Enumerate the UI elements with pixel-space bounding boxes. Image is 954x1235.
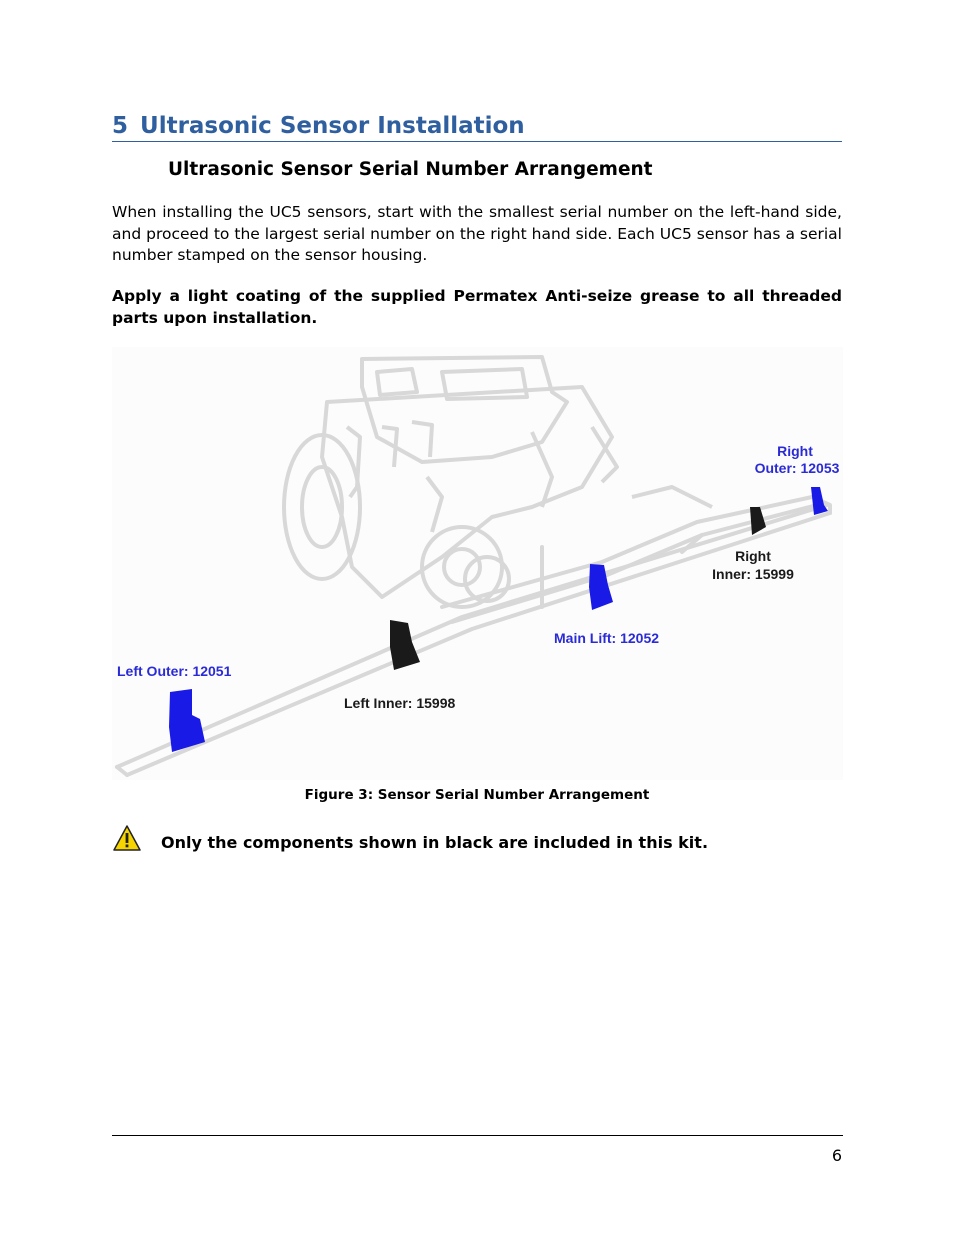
figure-caption: Figure 3: Sensor Serial Number Arrangement <box>304 787 650 803</box>
page-number: 6 <box>831 1146 842 1165</box>
label-right-inner-line1: Right <box>735 548 771 564</box>
warning-triangle-icon <box>112 824 142 852</box>
label-right-inner-line2: Inner: 15999 <box>712 566 794 582</box>
tractor-outline <box>284 357 712 607</box>
section-title: Ultrasonic Sensor Installation <box>140 113 525 139</box>
warning-text: Only the components shown in black are included in this kit. <box>161 833 709 852</box>
boom-outline <box>117 497 830 775</box>
sensor-right-inner <box>750 507 766 535</box>
label-main-lift: Main Lift: 12052 <box>554 630 660 646</box>
section-heading <box>112 112 842 142</box>
section-number: 5 <box>112 113 129 139</box>
sensor-left-inner <box>390 620 420 670</box>
sensor-arrangement-figure <box>112 347 843 780</box>
grease-instruction: Apply a light coating of the supplied Permatex Anti-seize grease to all threaded parts upon installation. <box>112 287 842 327</box>
label-left-outer: Left Outer: 12051 <box>117 663 232 679</box>
footer-divider <box>112 1135 843 1136</box>
label-right-outer-line2: Outer: 12053 <box>754 460 840 476</box>
label-left-inner: Left Inner: 15998 <box>344 695 456 711</box>
intro-paragraph: When installing the UC5 sensors, start with the smallest serial number on the left-hand side, and proceed to the largest serial number on the right hand side. Each UC5 sensor has a serial number stamped on the sensor housing. <box>112 203 842 265</box>
sensor-left-outer <box>169 689 205 752</box>
subsection-heading: Ultrasonic Sensor Serial Number Arrangement <box>168 159 653 180</box>
figure-illustration <box>112 347 843 780</box>
label-right-outer-line1: Right <box>777 443 813 459</box>
